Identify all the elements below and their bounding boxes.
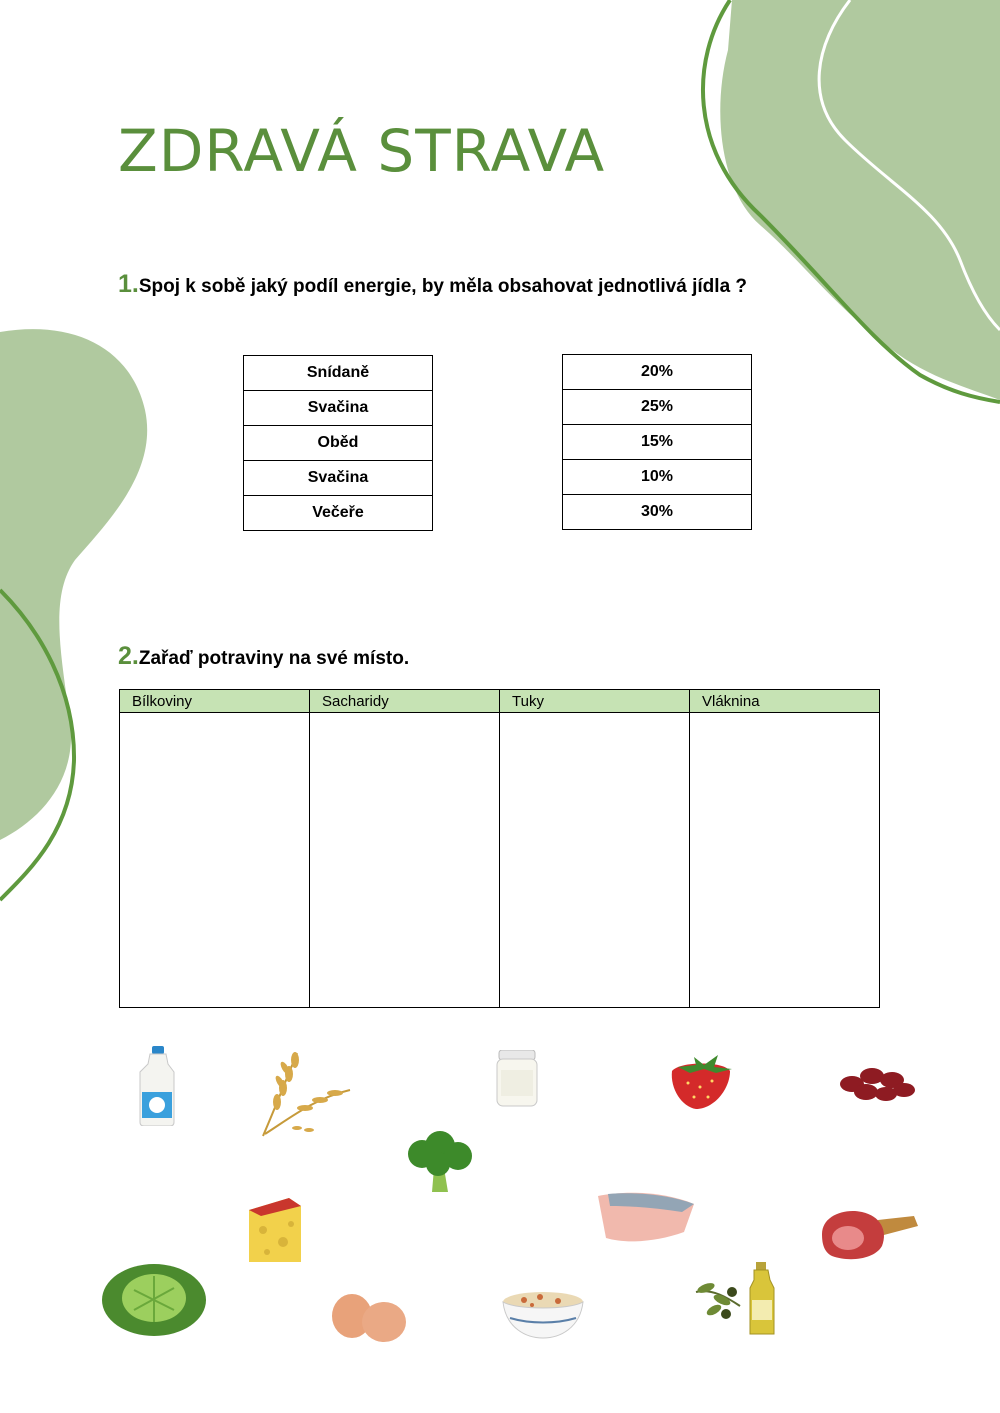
page-title: ZDRAVÁ STRAVA — [118, 117, 606, 185]
column-header-vlaknina: Vláknina — [690, 690, 880, 713]
yogurt-jar-icon[interactable] — [495, 1050, 539, 1108]
percentages-table — [562, 354, 752, 530]
task-2-text: Zařaď potraviny na své místo. — [138, 648, 410, 669]
percentage-cell[interactable]: 20% — [563, 355, 752, 390]
eggs-icon[interactable] — [328, 1292, 408, 1344]
task-2-number: 2. — [118, 642, 139, 670]
drop-zone-sacharidy[interactable] — [310, 713, 500, 1008]
column-header-tuky: Tuky — [500, 690, 690, 713]
column-header-sacharidy: Sacharidy — [310, 690, 500, 713]
strawberry-icon[interactable] — [664, 1047, 740, 1111]
meals-table — [243, 355, 433, 531]
red-beans-icon[interactable] — [838, 1058, 918, 1106]
drop-zone-bilkoviny[interactable] — [120, 713, 310, 1008]
percentage-cell[interactable]: 10% — [563, 460, 752, 495]
sorting-table — [119, 689, 880, 1008]
meal-cell[interactable]: Svačina — [244, 391, 433, 426]
meal-cell[interactable]: Večeře — [244, 496, 433, 531]
drop-zone-vlaknina[interactable] — [690, 713, 880, 1008]
percentage-cell[interactable]: 15% — [563, 425, 752, 460]
olive-oil-icon[interactable] — [692, 1262, 778, 1338]
drop-zone-tuky[interactable] — [500, 713, 690, 1008]
task-2-heading — [118, 644, 409, 669]
percentage-cell[interactable]: 25% — [563, 390, 752, 425]
task-1-number: 1. — [118, 270, 139, 298]
muesli-bowl-icon[interactable] — [500, 1288, 586, 1340]
wheat-icon[interactable] — [255, 1048, 355, 1138]
percentage-cell[interactable]: 30% — [563, 495, 752, 530]
top-right-blob — [720, 0, 1000, 400]
task-1-text: Spoj k sobě jaký podíl energie, by měla obsahovat jednotlivá jídla ? — [138, 276, 748, 297]
meal-cell[interactable]: Oběd — [244, 426, 433, 461]
broccoli-icon[interactable] — [404, 1128, 478, 1194]
cheese-icon[interactable] — [247, 1196, 303, 1264]
meal-cell[interactable]: Svačina — [244, 461, 433, 496]
milk-bottle-icon[interactable] — [138, 1046, 180, 1126]
ham-icon[interactable] — [818, 1206, 920, 1262]
column-header-bilkoviny: Bílkoviny — [120, 690, 310, 713]
fish-fillet-icon[interactable] — [596, 1190, 696, 1246]
meal-cell[interactable]: Snídaně — [244, 356, 433, 391]
cabbage-icon[interactable] — [100, 1260, 208, 1338]
task-1-heading — [118, 272, 747, 297]
